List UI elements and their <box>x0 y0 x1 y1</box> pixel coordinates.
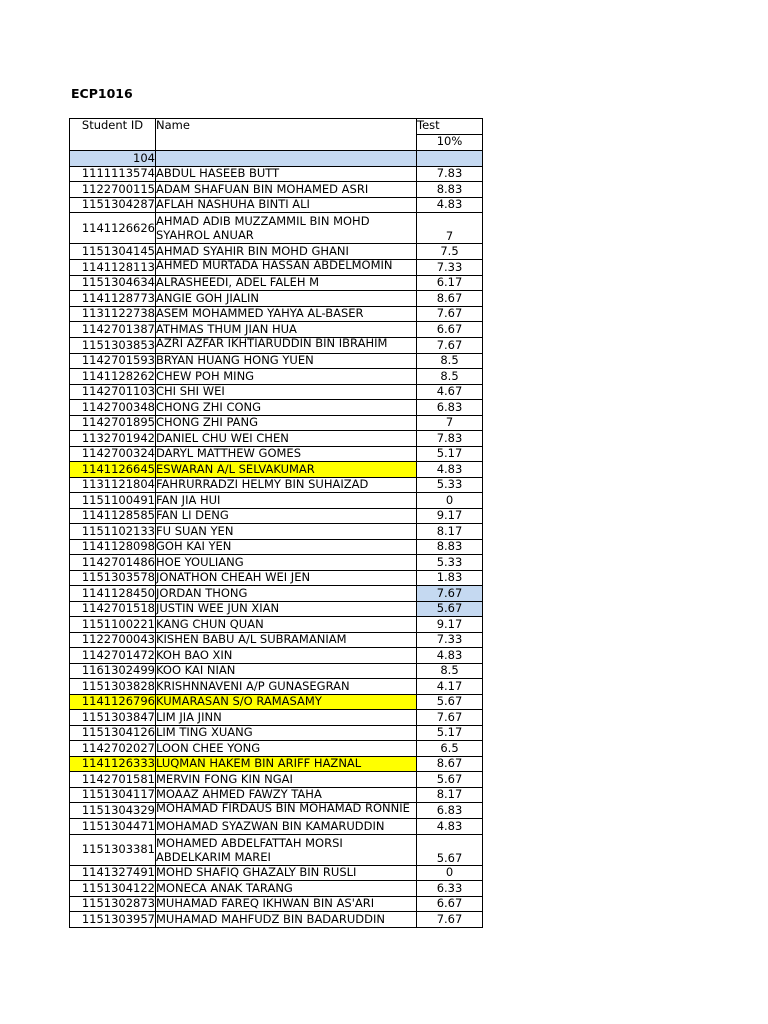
table-row <box>70 353 483 369</box>
table-row <box>70 679 483 695</box>
student-id-cell[interactable]: 1141327491 <box>70 865 156 881</box>
table-row <box>70 663 483 679</box>
table-row <box>70 213 483 244</box>
student-name-cell[interactable]: KRISHNNAVENI A/P GUNASEGRAN <box>156 679 417 695</box>
table-row <box>70 756 483 772</box>
student-name-cell[interactable]: MOHD SHAFIQ GHAZALY BIN RUSLI <box>156 865 417 881</box>
score-cell[interactable]: 8.17 <box>417 524 483 540</box>
table-row <box>70 197 483 213</box>
score-cell[interactable]: 5.67 <box>417 834 483 865</box>
student-name-cell[interactable]: ATHMAS THUM JIAN HUA <box>156 322 417 338</box>
score-cell[interactable]: 4.83 <box>417 462 483 478</box>
table-row <box>70 803 483 819</box>
table-row <box>70 322 483 338</box>
score-cell[interactable]: 5.67 <box>417 694 483 710</box>
table-row <box>70 291 483 307</box>
student-name-cell[interactable]: MERVIN FONG KIN NGAI <box>156 772 417 788</box>
score-cell[interactable]: 6.33 <box>417 881 483 897</box>
student-name-cell[interactable]: KOO KAI NIAN <box>156 663 417 679</box>
score-cell[interactable]: 8.67 <box>417 291 483 307</box>
score-cell[interactable]: 7.33 <box>417 259 483 275</box>
score-cell[interactable]: 7.67 <box>417 586 483 602</box>
table-row <box>70 819 483 835</box>
student-id-cell[interactable]: 1132701942 <box>70 431 156 447</box>
table-row <box>70 337 483 353</box>
student-name-cell[interactable]: FAN LI DENG <box>156 508 417 524</box>
student-name-cell[interactable]: MUHAMAD FAREQ IKHWAN BIN AS'ARI <box>156 896 417 912</box>
score-cell[interactable]: 8.83 <box>417 182 483 198</box>
student-id-cell[interactable]: 1142701387 <box>70 322 156 338</box>
table-row <box>70 166 483 182</box>
score-cell[interactable]: 0 <box>417 493 483 509</box>
student-id-cell[interactable]: 1131122738 <box>70 306 156 322</box>
count-row <box>70 151 483 167</box>
student-id-cell[interactable]: 1151303578 <box>70 570 156 586</box>
student-id-cell[interactable]: 1142700348 <box>70 400 156 416</box>
student-name-cell[interactable]: ALRASHEEDI, ADEL FALEH M <box>156 275 417 291</box>
score-cell[interactable]: 7 <box>417 213 483 244</box>
student-name-cell[interactable]: MOHAMAD SYAZWAN BIN KAMARUDDIN <box>156 819 417 835</box>
score-cell[interactable]: 6.67 <box>417 896 483 912</box>
student-name-cell[interactable]: LOON CHEE YONG <box>156 741 417 757</box>
sheet-title: ECP1016 <box>71 86 133 101</box>
table-row <box>70 275 483 291</box>
student-id-cell[interactable]: 1151303381 <box>70 834 156 865</box>
table-row <box>70 431 483 447</box>
student-id-cell[interactable]: 1141126626 <box>70 213 156 244</box>
score-cell[interactable]: 8.5 <box>417 353 483 369</box>
table-row <box>70 400 483 416</box>
score-cell[interactable]: 6.5 <box>417 741 483 757</box>
score-cell[interactable]: 4.83 <box>417 819 483 835</box>
score-cell[interactable]: 7.67 <box>417 710 483 726</box>
score-cell[interactable]: 5.33 <box>417 555 483 571</box>
table-row <box>70 586 483 602</box>
student-id-cell[interactable]: 1141126796 <box>70 694 156 710</box>
table-row <box>70 415 483 431</box>
student-id-cell[interactable]: 1141126645 <box>70 462 156 478</box>
table-row <box>70 648 483 664</box>
student-name-cell[interactable]: MOHAMAD FIRDAUS BIN MOHAMAD RONNIE <box>156 803 417 819</box>
score-cell[interactable]: 7.83 <box>417 166 483 182</box>
student-count-cell[interactable]: 104 <box>70 151 156 167</box>
student-id-cell[interactable]: 1142702027 <box>70 741 156 757</box>
student-id-cell[interactable]: 1151304634 <box>70 275 156 291</box>
student-name-cell[interactable]: KANG CHUN QUAN <box>156 617 417 633</box>
header-test-weight: 10% <box>417 135 483 151</box>
student-name-cell[interactable]: AHMAD ADIB MUZZAMMIL BIN MOHD SYAHROL ANUAR <box>156 213 417 244</box>
student-id-cell[interactable]: 1151303957 <box>70 912 156 928</box>
student-id-cell[interactable]: 1142701581 <box>70 772 156 788</box>
student-name-cell[interactable]: FU SUAN YEN <box>156 524 417 540</box>
student-name-cell[interactable]: DARYL MATTHEW GOMES <box>156 446 417 462</box>
student-id-cell[interactable]: 1141128113 <box>70 259 156 275</box>
score-cell[interactable]: 5.17 <box>417 725 483 741</box>
student-name-cell[interactable]: LUQMAN HAKEM BIN ARIFF HAZNAL <box>156 756 417 772</box>
table-row <box>70 244 483 260</box>
score-cell[interactable]: 5.17 <box>417 446 483 462</box>
header-name: Name <box>156 119 417 151</box>
score-cell[interactable]: 8.5 <box>417 369 483 385</box>
table-row <box>70 555 483 571</box>
student-id-cell[interactable]: 1131121804 <box>70 477 156 493</box>
score-cell[interactable]: 8.5 <box>417 663 483 679</box>
score-cell[interactable]: 0 <box>417 865 483 881</box>
score-cell[interactable]: 5.67 <box>417 601 483 617</box>
table-row <box>70 834 483 865</box>
student-name-cell[interactable]: JONATHON CHEAH WEI JEN <box>156 570 417 586</box>
student-id-cell[interactable]: 1122700043 <box>70 632 156 648</box>
student-id-cell[interactable]: 1151303853 <box>70 337 156 353</box>
table-row <box>70 912 483 928</box>
table-row <box>70 896 483 912</box>
score-cell[interactable]: 8.83 <box>417 539 483 555</box>
student-id-cell[interactable]: 1142701486 <box>70 555 156 571</box>
table-row <box>70 694 483 710</box>
student-id-cell[interactable]: 1151304329 <box>70 803 156 819</box>
student-name-cell[interactable]: HOE YOULIANG <box>156 555 417 571</box>
student-id-cell[interactable]: 1141128450 <box>70 586 156 602</box>
student-id-cell[interactable]: 1151302873 <box>70 896 156 912</box>
table-row <box>70 772 483 788</box>
student-name-cell[interactable]: LIM TING XUANG <box>156 725 417 741</box>
student-name-cell[interactable]: ESWARAN A/L SELVAKUMAR <box>156 462 417 478</box>
student-name-cell[interactable]: ASEM MOHAMMED YAHYA AL-BASER <box>156 306 417 322</box>
student-id-cell[interactable]: 1142701593 <box>70 353 156 369</box>
student-id-cell[interactable]: 1122700115 <box>70 182 156 198</box>
table-row <box>70 601 483 617</box>
student-name-cell[interactable]: CHI SHI WEI <box>156 384 417 400</box>
student-name-cell[interactable]: ADAM SHAFUAN BIN MOHAMED ASRI <box>156 182 417 198</box>
student-id-cell[interactable]: 1151304471 <box>70 819 156 835</box>
student-id-cell[interactable]: 1141126333 <box>70 756 156 772</box>
score-cell[interactable]: 6.83 <box>417 803 483 819</box>
student-name-cell[interactable]: DANIEL CHU WEI CHEN <box>156 431 417 447</box>
score-cell[interactable]: 9.17 <box>417 508 483 524</box>
student-id-cell[interactable]: 1142701518 <box>70 601 156 617</box>
student-name-cell[interactable]: AZRI AZFAR IKHTIARUDDIN BIN IBRAHIM <box>156 337 417 353</box>
table-row <box>70 508 483 524</box>
student-id-cell[interactable]: 1151304122 <box>70 881 156 897</box>
student-name-cell[interactable]: FAN JIA HUI <box>156 493 417 509</box>
student-name-cell[interactable]: BRYAN HUANG HONG YUEN <box>156 353 417 369</box>
table-row <box>70 477 483 493</box>
student-name-cell[interactable]: MOAAZ AHMED FAWZY TAHA <box>156 787 417 803</box>
score-cell[interactable]: 7.83 <box>417 431 483 447</box>
student-id-cell[interactable]: 1151303828 <box>70 679 156 695</box>
student-name-cell[interactable]: KISHEN BABU A/L SUBRAMANIAM <box>156 632 417 648</box>
score-cell[interactable]: 7.33 <box>417 632 483 648</box>
count-row-name-cell[interactable] <box>156 151 417 167</box>
student-id-cell[interactable]: 1151100491 <box>70 493 156 509</box>
student-id-cell[interactable]: 1151304145 <box>70 244 156 260</box>
table-row <box>70 446 483 462</box>
student-name-cell[interactable]: LIM JIA JINN <box>156 710 417 726</box>
table-row <box>70 787 483 803</box>
student-id-cell[interactable]: 1141128773 <box>70 291 156 307</box>
score-cell[interactable]: 6.17 <box>417 275 483 291</box>
student-id-cell[interactable]: 1141128585 <box>70 508 156 524</box>
table-row <box>70 259 483 275</box>
student-id-cell[interactable]: 1142700324 <box>70 446 156 462</box>
student-id-cell[interactable]: 1151304117 <box>70 787 156 803</box>
student-name-cell[interactable]: MUHAMAD MAHFUDZ BIN BADARUDDIN <box>156 912 417 928</box>
student-name-cell[interactable]: AFLAH NASHUHA BINTI ALI <box>156 197 417 213</box>
table-row <box>70 493 483 509</box>
score-cell[interactable]: 6.67 <box>417 322 483 338</box>
table-row <box>70 570 483 586</box>
score-cell[interactable]: 4.17 <box>417 679 483 695</box>
score-cell[interactable]: 1.83 <box>417 570 483 586</box>
student-name-cell[interactable]: KOH BAO XIN <box>156 648 417 664</box>
table-row <box>70 710 483 726</box>
table-row <box>70 369 483 385</box>
student-name-cell[interactable]: JUSTIN WEE JUN XIAN <box>156 601 417 617</box>
score-cell[interactable]: 5.33 <box>417 477 483 493</box>
table-row <box>70 865 483 881</box>
score-cell[interactable]: 8.67 <box>417 756 483 772</box>
score-cell[interactable]: 7 <box>417 415 483 431</box>
student-name-cell[interactable]: GOH KAI YEN <box>156 539 417 555</box>
header-student-id: Student ID <box>70 119 156 151</box>
table-row <box>70 632 483 648</box>
student-name-cell[interactable]: MOHAMED ABDELFATTAH MORSI ABDELKARIM MAREI <box>156 834 417 865</box>
table-row <box>70 881 483 897</box>
score-cell[interactable]: 4.67 <box>417 384 483 400</box>
table-row <box>70 306 483 322</box>
student-id-cell[interactable]: 1161302499 <box>70 663 156 679</box>
student-name-cell[interactable]: ANGIE GOH JIALIN <box>156 291 417 307</box>
count-row-score-cell[interactable] <box>417 151 483 167</box>
header-test: Test <box>417 119 483 135</box>
table-row <box>70 617 483 633</box>
score-cell[interactable]: 4.83 <box>417 197 483 213</box>
score-cell[interactable]: 4.83 <box>417 648 483 664</box>
student-id-cell[interactable]: 1141128262 <box>70 369 156 385</box>
student-name-cell[interactable]: JORDAN THONG <box>156 586 417 602</box>
table-row <box>70 182 483 198</box>
table-row <box>70 384 483 400</box>
student-id-cell[interactable]: 1151102133 <box>70 524 156 540</box>
student-name-cell[interactable]: CHONG ZHI CONG <box>156 400 417 416</box>
student-name-cell[interactable]: MONECA ANAK TARANG <box>156 881 417 897</box>
score-cell[interactable]: 7.67 <box>417 912 483 928</box>
score-cell[interactable]: 7.5 <box>417 244 483 260</box>
score-cell[interactable]: 7.67 <box>417 337 483 353</box>
student-id-cell[interactable]: 1151303847 <box>70 710 156 726</box>
student-id-cell[interactable]: 1151304126 <box>70 725 156 741</box>
score-cell[interactable]: 6.83 <box>417 400 483 416</box>
grades-table <box>69 118 483 928</box>
header-row <box>70 119 483 135</box>
student-id-cell[interactable]: 1151100221 <box>70 617 156 633</box>
student-name-cell[interactable]: CHONG ZHI PANG <box>156 415 417 431</box>
student-name-cell[interactable]: KUMARASAN S/O RAMASAMY <box>156 694 417 710</box>
student-name-cell[interactable]: AHMAD SYAHIR BIN MOHD GHANI <box>156 244 417 260</box>
score-cell[interactable]: 5.67 <box>417 772 483 788</box>
student-id-cell[interactable]: 1142701103 <box>70 384 156 400</box>
student-id-cell[interactable]: 1111113574 <box>70 166 156 182</box>
student-id-cell[interactable]: 1142701472 <box>70 648 156 664</box>
score-cell[interactable]: 7.67 <box>417 306 483 322</box>
student-id-cell[interactable]: 1142701895 <box>70 415 156 431</box>
student-id-cell[interactable]: 1151304287 <box>70 197 156 213</box>
student-name-cell[interactable]: FAHRURRADZI HELMY BIN SUHAIZAD <box>156 477 417 493</box>
score-cell[interactable]: 9.17 <box>417 617 483 633</box>
table-row <box>70 462 483 478</box>
student-id-cell[interactable]: 1141128098 <box>70 539 156 555</box>
student-name-cell[interactable]: AHMED MURTADA HASSAN ABDELMOMIN <box>156 259 417 275</box>
score-cell[interactable]: 8.17 <box>417 787 483 803</box>
table-row <box>70 539 483 555</box>
table-row <box>70 725 483 741</box>
table-row <box>70 524 483 540</box>
student-name-cell[interactable]: CHEW POH MING <box>156 369 417 385</box>
student-name-cell[interactable]: ABDUL HASEEB BUTT <box>156 166 417 182</box>
table-row <box>70 741 483 757</box>
